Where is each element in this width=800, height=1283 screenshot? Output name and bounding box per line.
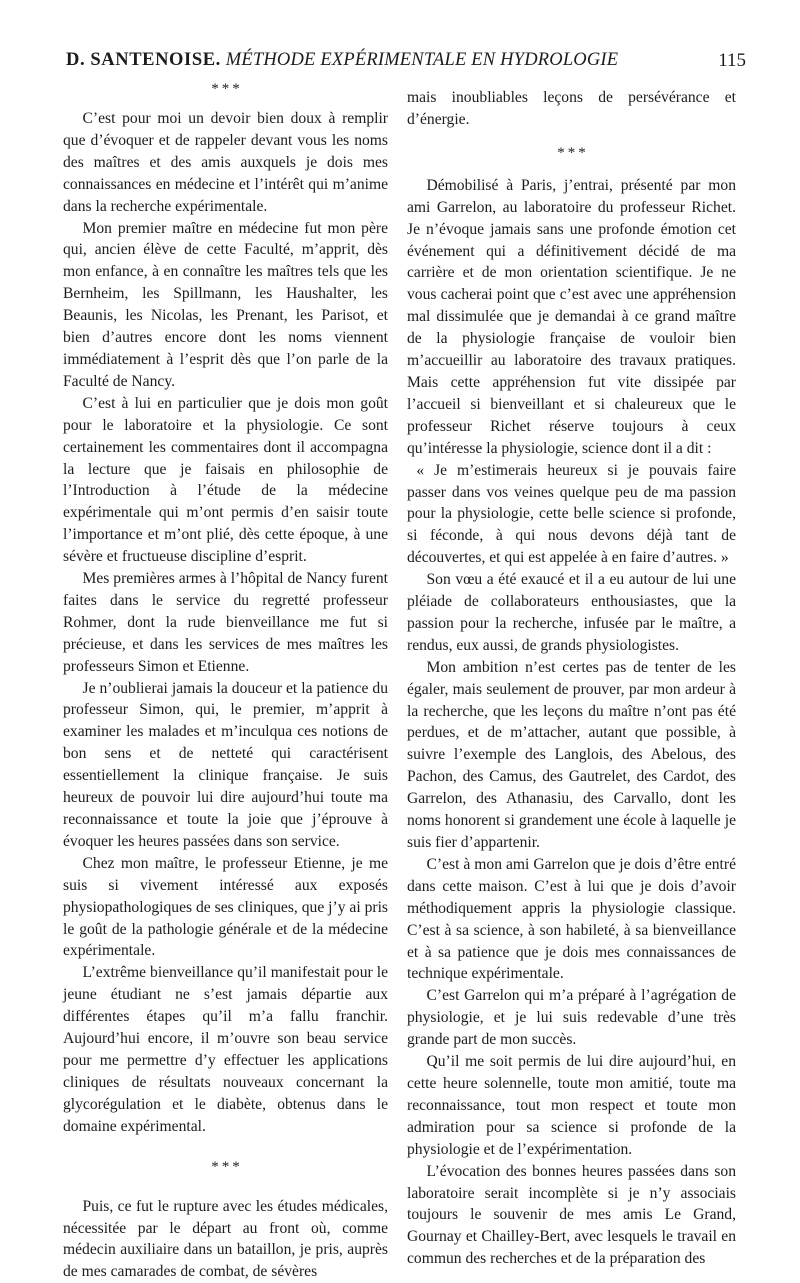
paragraph: C’est à mon ami Garrelon que je dois d’être entré dans cette maison. C’est à lui que je dois d’avoir méthodiquement appris la physiologie classique. C’est à sa science, à son habileté, à sa bienveillance et à sa patience que je dois mes connaissances de technique expérimentale.	[407, 855, 736, 983]
right-column	[407, 87, 736, 1270]
paragraph: Chez mon maître, le professeur Etienne, je me suis si vivement intéressé aux exposés physiopathologiques de ses cliniques, que j’y ai pris le goût de la pathologie générale et de la médecine expérimentale.	[63, 854, 388, 960]
asterism: * * *	[211, 81, 240, 97]
paragraph: C’est Garrelon qui m’a préparé à l’agrégation de physiologie, et je lui suis redevable d’une très grande part de mon succès.	[407, 987, 736, 1049]
paragraph: Mon premier maître en médecine fut mon père qui, ancien élève de cette Faculté, m’apprit, dès mon enfance, à en connaître les maîtres tels que les Bernheim, les Spillmann, les Haushalter, les Beaunis, les Nicolas, les Prenant, les Parisot, et bien d’autres encore dont les noms viennent immédiatement à l’esprit dès que l’on parle de la Faculté de Nancy.	[63, 219, 388, 390]
header-title: MÉTHODE EXPÉRIMENTALE EN HYDROLOGIE	[220, 50, 619, 70]
quotation-paragraph: « Je m’estimerais heureux si je pouvais faire passer dans vos veines quelque peu de ma passion pour la physiologie, cette belle science si profonde, si féconde, à qui nous devons déjà tant de découvertes, et qui est appelée à en faire d’autres. »	[407, 461, 736, 567]
header-author: D. SANTENOISE.	[66, 50, 221, 70]
left-column	[63, 70, 388, 1283]
paragraph: Puis, ce fut le rupture avec les études médicales, nécessitée par le départ au front où, comme médecin auxiliaire dans un bataillon, je pris, auprès de mes camarades de combat, de sévères	[63, 1197, 388, 1281]
section-separator	[407, 131, 736, 175]
paragraph: Mes premières armes à l’hôpital de Nancy furent faites dans le service du regretté professeur Rohmer, dont la rude bienveillance me fut si précieuse, et dans les services de mes maîtres les professeurs Simon et Etienne.	[63, 570, 388, 675]
paragraph: Démobilisé à Paris, j’entrai, présenté par mon ami Garrelon, au laboratoire du professeur Richet. Je n’évoque jamais sans une profonde émotion cet événement qui a définitivement décidé de ma carrière et de mon orientation scientifique. Je ne vous cacherai point que c’est avec une appréhension mal dissimulée que je demandai à ce grand maître de la physiologie française de vouloir bien m’accueillir au laboratoire des travaux pratiques. Mais cette appréhension fut vite dissipée par l’accueil si bienveillant et si chaleureux que le professeur Richet réserve toujours à ceux qu’intéresse la physiologie, science dont il a dit :	[407, 176, 736, 457]
header-left	[66, 50, 618, 71]
paragraph: mais inoubliables leçons de persévérance et d’énergie.	[407, 89, 736, 128]
paragraph: C’est à lui en particulier que je dois mon goût pour le laboratoire et la physiologie. Ce sont certainement les commentaires dont il accompagna la lecture que je faisais en philosophie de l’Introduction à l’étude de la médecine expérimentale qui m’ont permis d’en saisir toute l’importance et m’ont plié, dès cette époque, à une sévère et fructueuse discipline d’esprit.	[63, 394, 388, 566]
section-separator	[63, 70, 388, 108]
paragraph: L’extrême bienveillance qu’il manifestait pour le jeune étudiant ne s’est jamais départie aux différentes étapes qu’il m’a fallu franchir. Aujourd’hui encore, il m’ouvre son beau service pour me permettre d’y effectuer les applications cliniques de résultats nouveaux concernant la glycorégulation et le diabète, obtenus dans le domaine expérimental.	[63, 964, 388, 1135]
asterism: * * *	[211, 1158, 240, 1175]
paragraph: C’est pour moi un devoir bien doux à remplir que d’évoquer et de rappeler devant vous les noms des maîtres et des amis auxquels je dois mes connaissances en médecine et l’intérêt qui m’anime dans la recherche expérimentale.	[63, 110, 388, 215]
paragraph: L’évocation des bonnes heures passées dans son laboratoire serait incomplète si je n’y associais toujours le souvenir de mes amis Le Grand, Gournay et Chailley-Bert, avec lesquels le travail en commun des recherches et de la préparation des	[407, 1162, 736, 1268]
paragraph: Qu’il me soit permis de lui dire aujourd’hui, en cette heure solennelle, toute mon amitié, toute ma reconnaissance, tout mon respect et toute mon admiration pour sa science si profonde de la physiologie et de l’expérimentation.	[407, 1053, 736, 1158]
paragraph: Son vœu a été exaucé et il a eu autour de lui une pléiade de collaborateurs enthousiastes, que la passion pour la recherche, infusée par le maître, a rendus, eux aussi, de grands physiologistes.	[407, 571, 736, 654]
paragraph: Mon ambition n’est certes pas de tenter de les égaler, mais seulement de prouver, par mon ardeur à la recherche, que les leçons du maître n’ont pas été perdues, et de m’attacher, autant que possible, à suivre l’exemple des Langlois, des Abelous, des Pachon, des Camus, des Gautrelet, des Cardot, des Garrelon, des Athanasiu, des Carvallo, dont les noms honorent si grandement une école à laquelle je suis fier d’appartenir.	[407, 658, 736, 851]
asterism: * * *	[557, 144, 586, 161]
section-separator	[63, 1138, 388, 1196]
page-number: 115	[718, 50, 746, 71]
paragraph: Je n’oublierai jamais la douceur et la patience du professeur Simon, qui, le premier, m’apprit à examiner les malades et m’inculqua ces notions de bon sens et de netteté qui caractérisent essentiellement la clinique française. Je suis heureux de pouvoir lui dire aujourd’hui toute ma reconnaissance et toute la joie que j’éprouve à évoquer les heures passées dans son service.	[63, 679, 388, 850]
